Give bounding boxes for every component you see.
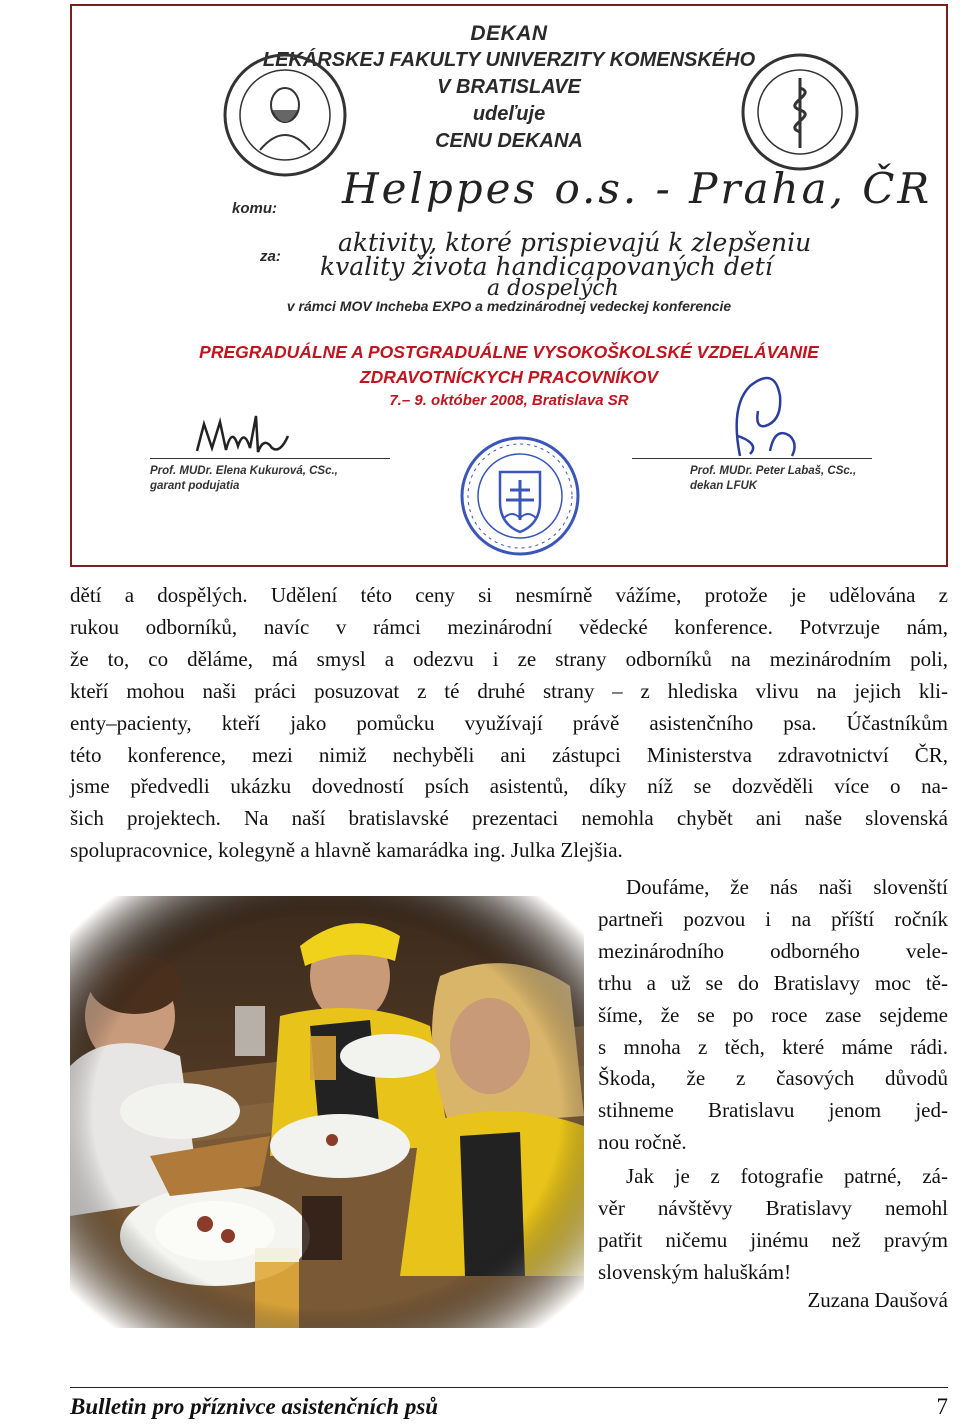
za-label: za:: [260, 248, 281, 265]
official-stamp-icon: [456, 432, 584, 560]
text-line: že to, co děláme, má smysl a odezvu i ze strany odborníků na mezinárodním poli,: [70, 646, 948, 671]
text-line: rukou odborníků, navíc v rámci mezinárodní vědecké konference. Potvrzuje nám,: [70, 614, 948, 639]
certificate-heading-line: CENU DEKANA: [435, 130, 583, 152]
text-line: Škoda, že z časových důvodů: [598, 1066, 948, 1091]
award-certificate: [70, 4, 948, 567]
text-line: patřit ničemu jinému než pravým: [598, 1227, 948, 1252]
signatory-right-name: Prof. MUDr. Peter Labaš, CSc.,: [690, 465, 857, 477]
signatory-left-role: garant podujatia: [150, 480, 240, 492]
text-line: slovenským haluškám!: [598, 1259, 792, 1284]
text-line: šíme, že se po roce zase sejdeme: [598, 1002, 948, 1027]
halusky-lunch-photo: [70, 896, 584, 1328]
text-line: mezinárodního odborného vele-: [598, 938, 948, 963]
text-line: této konference, mezi nimiž nechyběli ani zástupci Ministerstva zdravotnictví ČR,: [70, 742, 948, 767]
signature-line-right: [632, 458, 872, 459]
certificate-heading-line: udeľuje: [472, 103, 546, 125]
event-title-line: PREGRADUÁLNE A POSTGRADUÁLNE VYSOKOŠKOLSKÉ VZDELÁVANIE: [199, 342, 819, 362]
text-line: nou ročně.: [598, 1130, 687, 1155]
reason-handwriting-line: a dospelých: [487, 276, 619, 301]
certificate-heading-line: DEKAN: [470, 22, 548, 45]
signature-right-icon: [720, 366, 810, 461]
text-line: dětí a dospělých. Udělení této ceny si nesmírně vážíme, protože je udělována z: [70, 583, 948, 607]
text-line: s mnoha z těch, které máme rádi.: [598, 1034, 948, 1059]
certificate-heading-line: V BRATISLAVE: [437, 76, 581, 98]
university-seal-icon: [220, 50, 350, 180]
article-author: Zuzana Daušová: [807, 1288, 948, 1312]
faculty-seal-icon: [738, 50, 863, 175]
text-line: spolupracovnice, kolegyně a hlavně kamarádka ing. Julka Zlejšia.: [70, 838, 623, 863]
page-number: 7: [936, 1394, 948, 1419]
text-line: věr návštěvy Bratislavy nemohl: [598, 1195, 948, 1220]
footer-publication-title: Bulletin pro příznivce asistenčních psů: [70, 1394, 439, 1419]
signatory-right: [690, 464, 856, 494]
certificate-framework: v rámci MOV Incheba EXPO a medzinárodnej vedeckej konferencie: [286, 298, 732, 314]
text-line: Jak je z fotografie patrné, zá-: [626, 1164, 948, 1188]
text-line: šich projektech. Na naší bratislavské prezentaci nemohla chybět ani naše slovenská: [70, 806, 948, 831]
komu-label: komu:: [232, 200, 277, 217]
signatory-left-name: Prof. MUDr. Elena Kukurová, CSc.,: [150, 465, 338, 477]
reason-handwriting-line: aktivity, ktoré prispievajú k zlepšeniu: [338, 228, 812, 257]
article-paragraph-side-2: [598, 1161, 948, 1289]
signatory-right-role: dekan LFUK: [690, 480, 758, 492]
event-title-line: ZDRAVOTNÍCKYCH PRACOVNÍKOV: [359, 367, 659, 387]
text-line: kteří mohou naši práci posuzovat z té druhé strany – z hlediska vlivu na jejich kli-: [70, 678, 948, 703]
text-line: partneři pozvou i na příští ročník: [598, 906, 948, 931]
article-paragraph-side-1: [598, 872, 948, 1159]
text-line: Doufáme, že nás naši slovenští: [626, 875, 948, 899]
event-date: 7.– 9. október 2008, Bratislava SR: [389, 392, 629, 409]
footer-divider: [70, 1387, 948, 1388]
signatory-left: [150, 464, 338, 494]
signature-line-left: [150, 458, 390, 459]
certificate-heading-line: LEKÁRSKEJ FAKULTY UNIVERZITY KOMENSKÉHO: [262, 49, 756, 71]
reason-handwriting-line: kvality života handicapovaných detí: [320, 252, 773, 281]
text-line: enty–pacienty, kteří jako pomůcku využívají právě asistenčního psa. Účastníkům: [70, 710, 948, 735]
article-paragraph-main: [70, 580, 948, 867]
text-line: jsme předvedli ukázku dovedností psích asistentů, díky níž se dozvěděli více o na-: [70, 774, 948, 799]
recipient-handwriting: Helppes o.s. - Praha, ČR: [342, 164, 933, 213]
signature-left-icon: [192, 406, 312, 461]
text-line: trhu a už se do Bratislavy moc tě-: [598, 970, 948, 995]
text-line: stihneme Bratislavu jenom jed-: [598, 1098, 948, 1123]
